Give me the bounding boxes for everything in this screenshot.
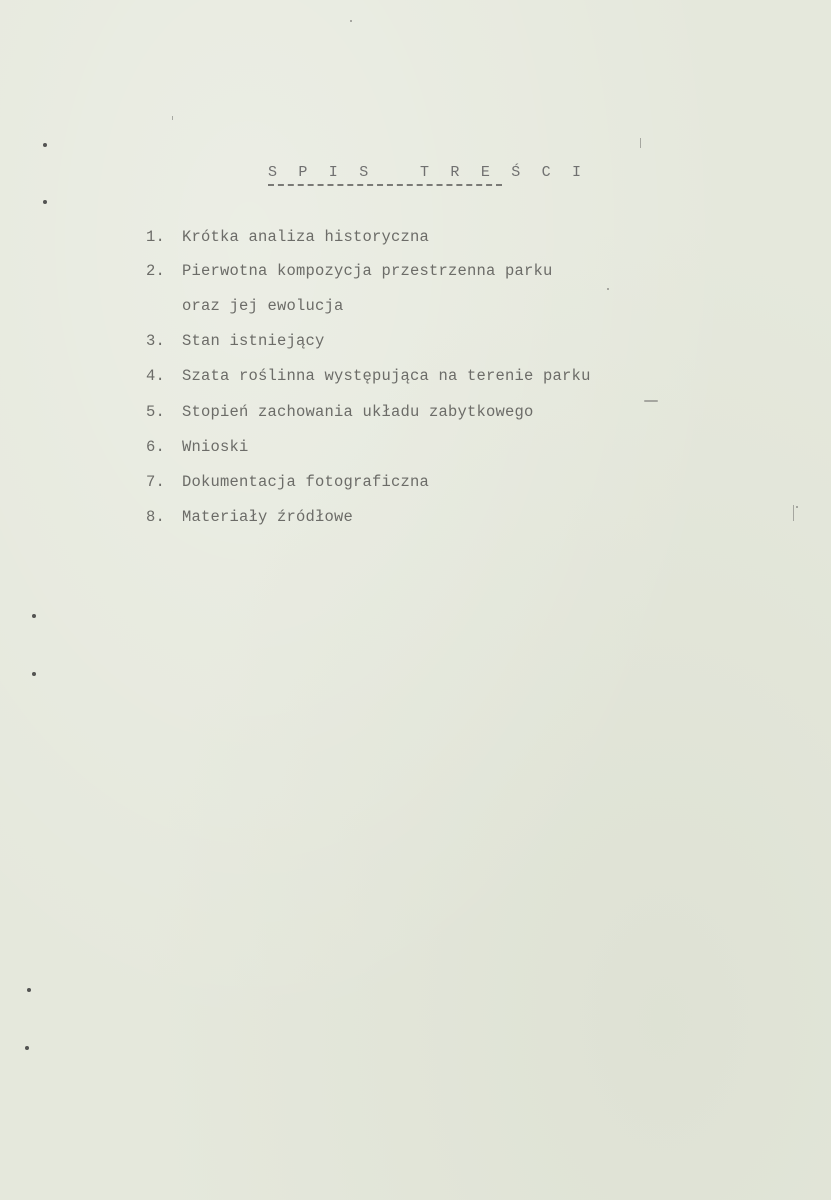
toc-number: 6. — [146, 438, 166, 456]
toc-number: 1. — [146, 228, 166, 246]
binding-hole-mark — [32, 672, 36, 676]
scan-speck — [172, 116, 173, 120]
toc-number: 5. — [146, 403, 166, 421]
toc-item-5 — [146, 403, 534, 421]
toc-text: Dokumentacja fotograficzna — [182, 473, 430, 491]
toc-number: 4. — [146, 367, 166, 385]
toc-text: Krótka analiza historyczna — [182, 228, 430, 246]
title-underline — [268, 184, 502, 186]
toc-item-3 — [146, 332, 325, 350]
binding-hole-mark — [25, 1046, 29, 1050]
toc-number: 7. — [146, 473, 166, 491]
toc-text: Stopień zachowania układu zabytkowego — [182, 403, 534, 421]
toc-text: oraz jej ewolucja — [182, 297, 344, 315]
toc-item-1 — [146, 228, 429, 246]
toc-number: 8. — [146, 508, 166, 526]
toc-item-2-continuation — [146, 297, 344, 315]
scan-speck — [796, 506, 798, 508]
toc-text: Materiały źródłowe — [182, 508, 354, 526]
toc-text: Stan istniejący — [182, 332, 325, 350]
toc-item-7 — [146, 473, 429, 491]
toc-item-2 — [146, 262, 553, 280]
binding-hole-mark — [27, 988, 31, 992]
scan-speck — [640, 138, 641, 148]
binding-hole-mark — [32, 614, 36, 618]
binding-hole-mark — [43, 200, 47, 204]
toc-item-4 — [146, 367, 591, 385]
toc-item-6 — [146, 438, 249, 456]
toc-text: Wnioski — [182, 438, 249, 456]
toc-item-8 — [146, 508, 353, 526]
page-title: S P I S T R E Ś C I — [268, 164, 588, 181]
binding-hole-mark — [43, 143, 47, 147]
scan-speck — [793, 505, 794, 521]
scan-speck — [644, 400, 658, 402]
toc-text: Szata roślinna występująca na terenie parku — [182, 367, 591, 385]
scan-speck — [350, 20, 352, 22]
toc-text: Pierwotna kompozycja przestrzenna parku — [182, 262, 553, 280]
toc-number: 3. — [146, 332, 166, 350]
toc-number: 2. — [146, 262, 166, 280]
scan-speck — [607, 288, 609, 290]
